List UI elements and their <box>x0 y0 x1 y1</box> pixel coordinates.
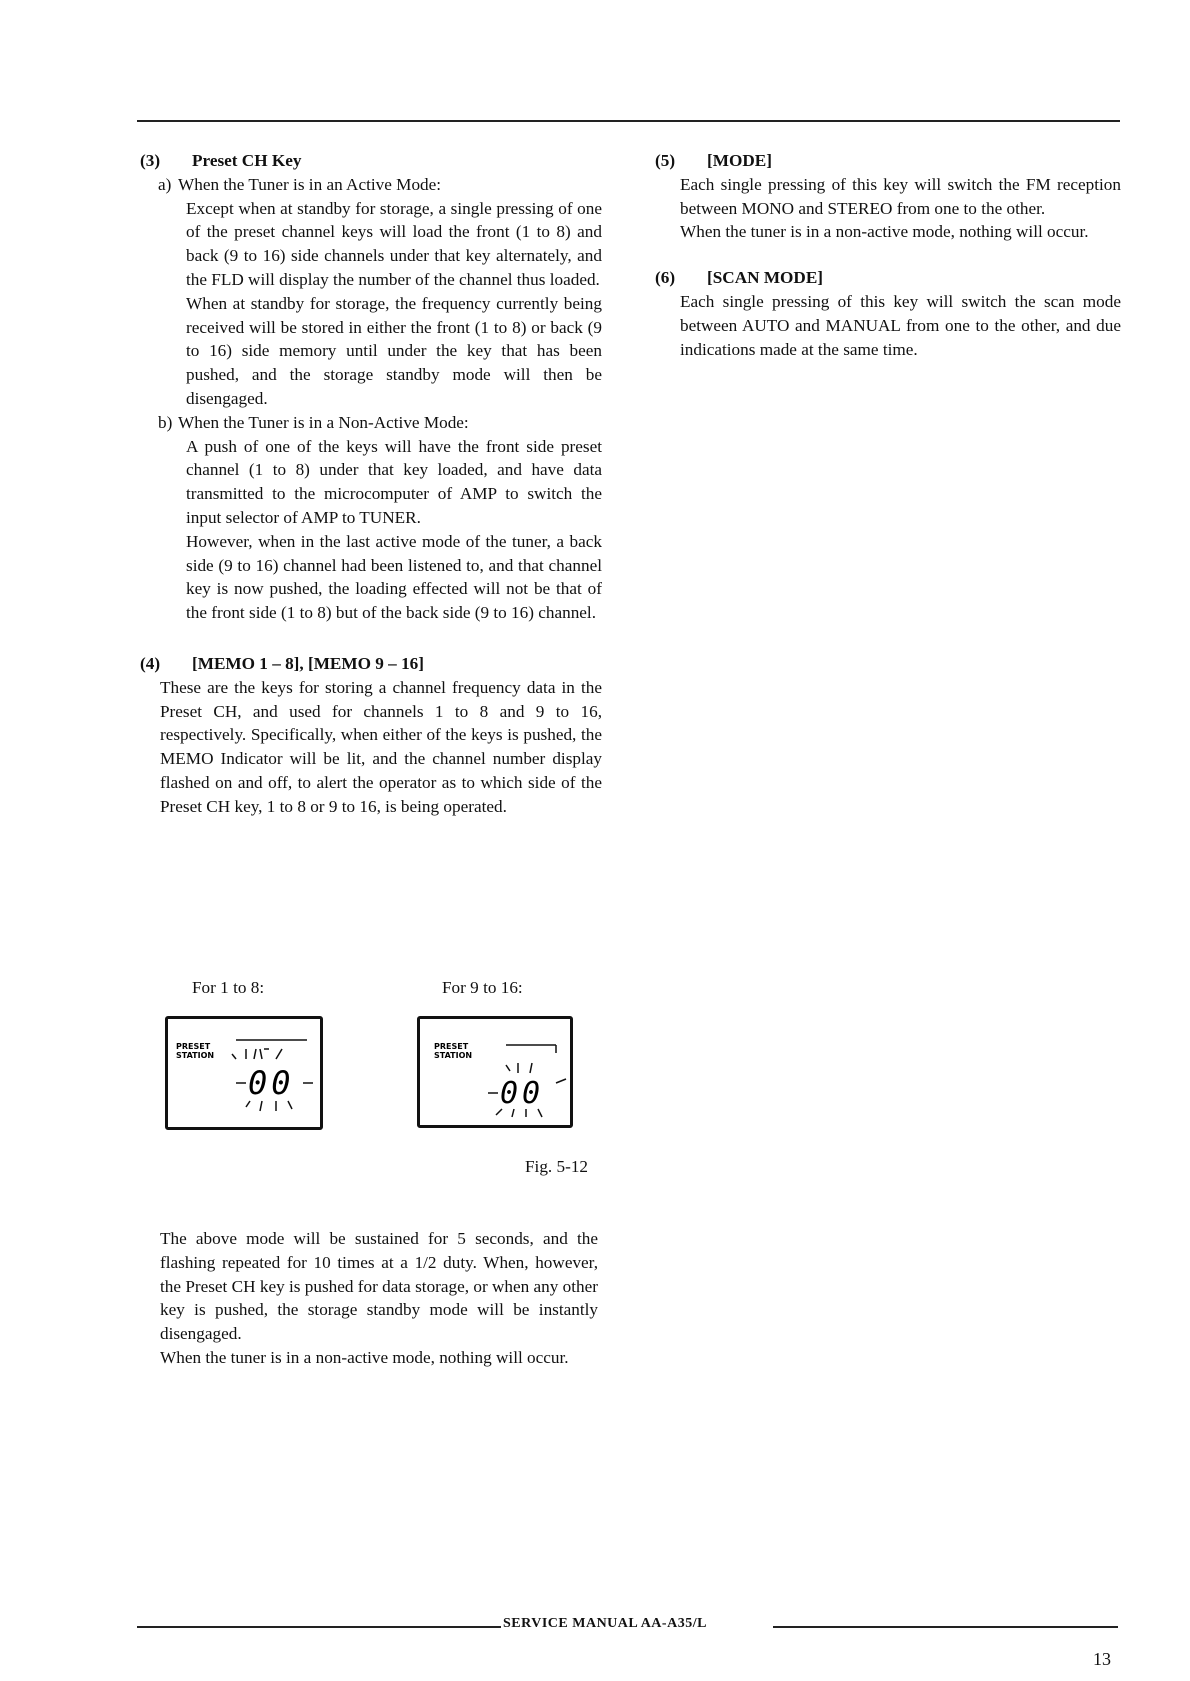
page-number: 13 <box>1093 1649 1111 1669</box>
section-title: [SCAN MODE] <box>707 268 824 288</box>
footer-rule-left <box>137 1626 501 1628</box>
paragraph: The above mode will be sustained for 5 seconds, and the flashing repeated for 10 times at a 1/2 duty. When, however, the Preset CH key is pushed for data storage, or when any other key is pushed, the storage standby mode will be instantly disengaged. <box>160 1229 598 1344</box>
section-number: (6) <box>655 268 676 288</box>
left-column <box>140 149 602 819</box>
lcd-label-preset: PRESET <box>176 1042 211 1051</box>
section-title: [MEMO 1 – 8], [MEMO 9 – 16] <box>192 653 424 673</box>
lcd-digits: 00 <box>500 1076 545 1111</box>
sub-b-heading <box>140 411 602 435</box>
lcd-display-9-16 <box>417 1016 573 1128</box>
paragraph: When the tuner is in a non-active mode, nothing will occur. <box>680 222 1089 242</box>
paragraph: However, when in the last active mode of the tuner, a back side (9 to 16) channel had been listened to, and that channel key is now pushed, the loading effected will not be that of the front side (1 to 8) but of the back side (9 to 16) channel. <box>186 531 602 623</box>
lcd-digits: 00 <box>248 1064 295 1102</box>
section-5-heading <box>655 149 1121 173</box>
right-column <box>655 149 1121 361</box>
section-6-heading <box>655 266 1121 290</box>
paragraph: A push of one of the keys will have the front side preset channel (1 to 8) under that key loaded, and have data transmitted to the microcomputer of AMP to switch the input selector of AMP to TUNER. <box>186 436 602 527</box>
sub-a-heading <box>140 173 602 197</box>
left-bottom-text <box>160 1227 598 1370</box>
figure-caption-1-8: For 1 to 8: <box>192 978 265 997</box>
footer-title: SERVICE MANUAL AA-A35/L <box>503 1616 707 1631</box>
section-title: [MODE] <box>707 151 772 170</box>
lcd-graphic <box>420 1019 570 1125</box>
lcd-label-preset: PRESET <box>434 1042 469 1051</box>
paragraph: When at standby for storage, the frequency currently being received will be stored in either the front (1 to 8) or back (9 to 16) side memory until under the key that has been pushed, and the storage standby mode will then be disengaged. <box>186 293 602 408</box>
paragraph: These are the keys for storing a channel frequency data in the Preset CH, and used for channels 1 to 8 and 9 to 16, respectively. Specifically, when either of the keys is pushed, the MEMO Indicator will be lit, and the channel number display flashed on and off, to alert the operator as to which side of the Preset CH key, 1 to 8 or 9 to 16, is being operated. <box>160 677 602 816</box>
lcd-label-station: STATION <box>176 1051 215 1060</box>
section-3-heading <box>140 149 602 173</box>
section-title: Preset CH Key <box>192 151 302 170</box>
top-rule <box>137 120 1120 122</box>
section-number: (5) <box>655 151 676 170</box>
section-number: (3) <box>140 151 161 170</box>
paragraph: When the tuner is in a non-active mode, nothing will occur. <box>160 1347 569 1367</box>
sub-label: b) <box>158 412 173 432</box>
lcd-graphic <box>168 1019 320 1127</box>
sub-title: When the Tuner is in a Non-Active Mode: <box>178 412 469 432</box>
footer-rule-right <box>773 1626 1118 1628</box>
paragraph: Each single pressing of this key will switch the scan mode between AUTO and MANUAL from one to the other, and due indications made at the same time. <box>680 291 1121 359</box>
lcd-display-1-8 <box>165 1016 323 1130</box>
paragraph: Except when at standby for storage, a single pressing of one of the preset channel keys will load the front (1 to 8) and back (9 to 16) side channels under that key alternately, and the FLD will display the number of the channel thus loaded. <box>186 198 602 289</box>
figure-caption-9-16: For 9 to 16: <box>442 978 523 997</box>
sub-title: When the Tuner is in an Active Mode: <box>178 174 442 194</box>
paragraph: Each single pressing of this key will switch the FM reception between MONO and STEREO from one to the other. <box>680 174 1121 218</box>
section-4-heading <box>140 652 602 676</box>
sub-label: a) <box>158 174 172 194</box>
lcd-label-station: STATION <box>434 1051 473 1060</box>
figure-label: Fig. 5-12 <box>525 1157 589 1176</box>
section-number: (4) <box>140 653 161 673</box>
